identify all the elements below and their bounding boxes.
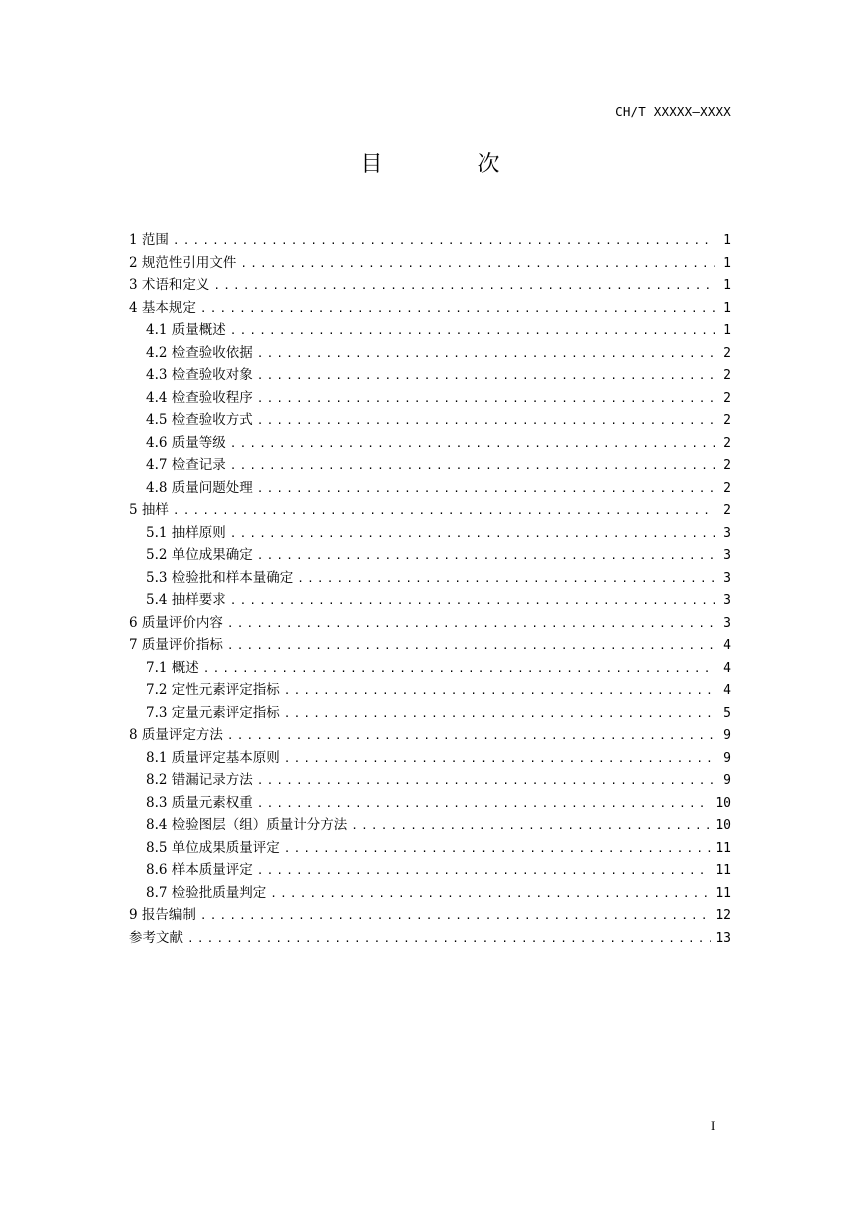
toc-entry[interactable] [129, 364, 731, 387]
toc-dot-leader [240, 253, 715, 276]
toc-entry-label: 3 术语和定义 [129, 277, 210, 293]
toc-entry-page: 1 [723, 233, 731, 248]
toc-entry-label: 4.3 检查验收对象 [146, 367, 253, 383]
toc-dot-leader [187, 928, 711, 951]
toc-dot-leader [200, 905, 711, 928]
toc-dot-leader [257, 365, 715, 388]
toc-entry[interactable] [129, 522, 731, 545]
toc-entry[interactable] [129, 387, 731, 410]
toc-entry[interactable] [129, 297, 731, 320]
toc-entry-page: 5 [723, 705, 731, 721]
toc-entry-page: 9 [723, 750, 731, 766]
toc-entry-label: 9 报告编制 [129, 907, 196, 923]
toc-dot-leader [284, 703, 715, 726]
toc-entry-label: 参考文献 [129, 929, 183, 946]
toc-entry[interactable] [129, 859, 731, 882]
toc-entry-label: 5.2 单位成果确定 [146, 547, 253, 563]
toc-entry[interactable] [129, 634, 731, 657]
toc-dot-leader [284, 838, 712, 861]
toc-entry-label: 4.2 检查验收依据 [146, 344, 253, 361]
toc-entry-page: 11 [715, 863, 731, 878]
toc-entry[interactable] [129, 319, 731, 342]
toc-entry-page: 2 [723, 435, 731, 451]
toc-entry[interactable] [129, 882, 731, 905]
toc-entry-page: 2 [723, 345, 731, 361]
toc-entry-page: 3 [723, 548, 731, 563]
toc-entry-label: 4.6 质量等级 [146, 434, 226, 451]
toc-entry[interactable] [129, 432, 731, 455]
toc-entry-page: 4 [723, 638, 731, 653]
toc-entry[interactable] [129, 477, 731, 500]
toc-entry-label: 4 基本规定 [129, 299, 196, 316]
toc-entry[interactable] [129, 657, 731, 680]
toc-entry[interactable] [129, 544, 731, 567]
toc-entry-page: 3 [723, 525, 731, 541]
toc-entry-page: 4 [723, 683, 731, 698]
toc-entry[interactable] [129, 454, 731, 477]
toc-entry-page: 11 [715, 885, 731, 901]
page-number: I [711, 1118, 716, 1133]
toc-entry[interactable] [129, 499, 731, 522]
standard-code: CH/T XXXXX—XXXX [615, 104, 731, 119]
toc-dot-leader [227, 725, 715, 748]
toc-dot-leader [257, 545, 715, 568]
toc-entry-label: 1 范围 [129, 232, 169, 248]
toc-dot-leader [173, 500, 715, 523]
toc-entry-label: 5 抽样 [129, 502, 169, 518]
toc-entry-page: 13 [715, 930, 731, 946]
toc-title: 目 次 [360, 152, 544, 177]
toc-dot-leader [230, 320, 715, 343]
toc-entry-label: 4.7 检查记录 [146, 457, 226, 473]
toc-entry-label: 4.8 质量问题处理 [146, 479, 253, 496]
toc-dot-leader [284, 748, 715, 771]
toc-dot-leader [257, 343, 715, 366]
toc-entry[interactable] [129, 837, 731, 860]
toc-entry-label: 8.5 单位成果质量评定 [146, 839, 280, 856]
toc-dot-leader [227, 613, 715, 636]
toc-entry-label: 2 规范性引用文件 [129, 254, 237, 271]
toc-dot-leader [257, 410, 715, 433]
toc-entry-page: 2 [723, 390, 731, 406]
toc-entry-page: 2 [723, 368, 731, 383]
toc-entry-label: 8 质量评定方法 [129, 727, 223, 743]
toc-dot-leader [284, 680, 715, 703]
toc-entry[interactable] [129, 589, 731, 612]
toc-dot-leader [257, 860, 712, 883]
toc-entry-page: 10 [715, 818, 731, 833]
toc-entry-label: 7.1 概述 [146, 659, 199, 676]
toc-entry-page: 2 [723, 480, 731, 496]
toc-entry-page: 4 [723, 660, 731, 676]
toc-entry[interactable] [129, 792, 731, 815]
toc-dot-leader [230, 590, 715, 613]
toc-entry-page: 3 [723, 615, 731, 631]
toc-entry[interactable] [129, 904, 731, 927]
toc-dot-leader [257, 770, 715, 793]
toc-entry[interactable] [129, 769, 731, 792]
toc-entry-page: 12 [715, 908, 731, 923]
toc-dot-leader [230, 523, 715, 546]
toc-entry-page: 3 [723, 593, 731, 608]
toc-entry[interactable] [129, 229, 731, 252]
toc-entry-page: 1 [723, 255, 731, 271]
toc-entry[interactable] [129, 679, 731, 702]
toc-dot-leader [230, 455, 715, 478]
toc-dot-leader [351, 815, 711, 838]
toc-dot-leader [203, 658, 715, 681]
toc-dot-leader [213, 275, 715, 298]
toc-entry-page: 9 [723, 773, 731, 788]
toc-entry[interactable] [129, 612, 731, 635]
toc-entry[interactable] [129, 409, 731, 432]
toc-entry-label: 8.4 检验图层（组）质量计分方法 [146, 817, 348, 833]
toc-entry-page: 1 [723, 278, 731, 293]
toc-entry-label: 7 质量评价指标 [129, 637, 223, 653]
toc-entry[interactable] [129, 927, 731, 950]
toc-entry-label: 8.3 质量元素权重 [146, 794, 253, 811]
toc-entry[interactable] [129, 724, 731, 747]
toc-entry-label: 8.7 检验批质量判定 [146, 884, 267, 901]
toc-entry-page: 10 [715, 795, 731, 811]
toc-entry-label: 7.2 定性元素评定指标 [146, 682, 280, 698]
toc-dot-leader [200, 298, 715, 321]
toc-entry-label: 5.4 抽样要求 [146, 592, 226, 608]
toc-entry[interactable] [129, 747, 731, 770]
toc-entry-page: 11 [715, 840, 731, 856]
toc-entry-label: 8.6 样本质量评定 [146, 862, 253, 878]
toc-entry[interactable] [129, 274, 731, 297]
toc-entry-page: 2 [723, 413, 731, 428]
toc-entry-label: 4.5 检查验收方式 [146, 412, 253, 428]
toc-entry-page: 1 [723, 300, 731, 316]
toc-entry[interactable] [129, 342, 731, 365]
toc-entry-label: 6 质量评价内容 [129, 614, 223, 631]
toc-entry-label: 4.4 检查验收程序 [146, 389, 253, 406]
toc-entry-page: 1 [723, 323, 731, 338]
toc-entry-label: 5.3 检验批和样本量确定 [146, 569, 294, 586]
toc-entry-label: 5.1 抽样原则 [146, 524, 226, 541]
toc-entry[interactable] [129, 252, 731, 275]
toc-dot-leader [297, 568, 715, 591]
toc-entry-label: 8.1 质量评定基本原则 [146, 749, 280, 766]
toc-entry-page: 2 [723, 458, 731, 473]
toc-entry[interactable] [129, 567, 731, 590]
toc-entry[interactable] [129, 814, 731, 837]
toc-dot-leader [257, 388, 715, 411]
toc-entry-label: 7.3 定量元素评定指标 [146, 704, 280, 721]
toc-entry-page: 3 [723, 570, 731, 586]
toc-dot-leader [257, 478, 715, 501]
toc-dot-leader [227, 635, 715, 658]
toc-dot-leader [270, 883, 711, 906]
toc-dot-leader [257, 793, 712, 816]
toc-dot-leader [173, 230, 715, 253]
toc-entry-label: 8.2 错漏记录方法 [146, 772, 253, 788]
toc-dot-leader [230, 433, 715, 456]
toc-entry[interactable] [129, 702, 731, 725]
table-of-contents [129, 229, 731, 949]
toc-entry-label: 4.1 质量概述 [146, 322, 226, 338]
toc-entry-page: 2 [723, 503, 731, 518]
toc-entry-page: 9 [723, 728, 731, 743]
